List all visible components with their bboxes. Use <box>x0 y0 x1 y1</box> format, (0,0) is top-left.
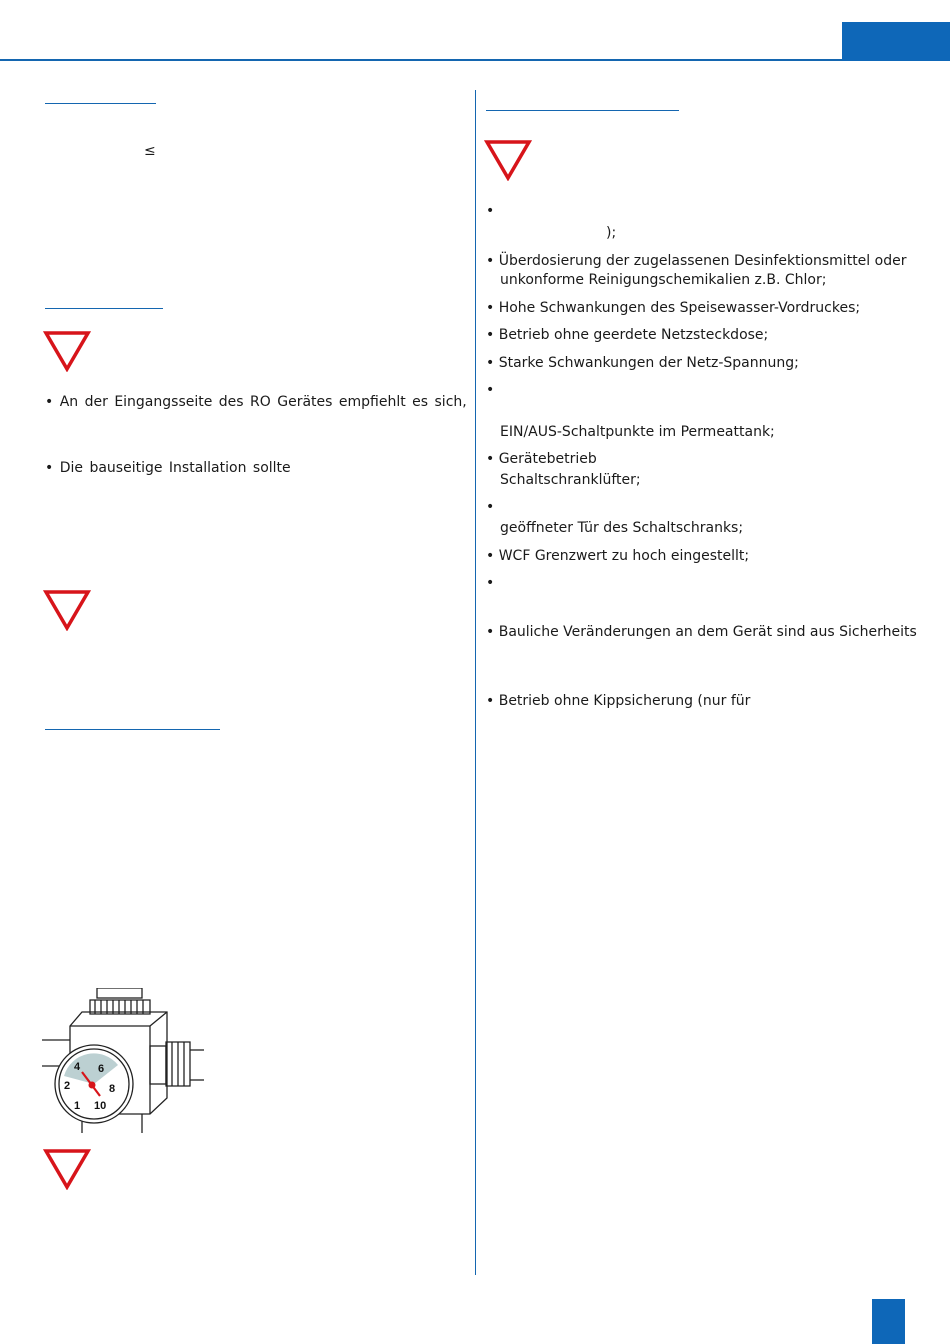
bullet-continuation: Schaltschranklüfter; <box>500 472 641 488</box>
bullet-item: • Bauliche Veränderungen an dem Gerät sind aus Sicherheits <box>486 624 917 640</box>
bullet-item: • WCF Grenzwert zu hoch eingestellt; <box>486 548 750 564</box>
header-rule <box>0 59 842 61</box>
gauge-tick-label: 6 <box>98 1063 105 1075</box>
bullet-item: • Gerätebetrieb <box>486 451 597 467</box>
leq-symbol: ≤ <box>144 143 156 159</box>
bullet-item: • Hohe Schwankungen des Speisewasser-Vordruckes; <box>486 300 861 316</box>
warning-triangle-icon <box>43 330 91 372</box>
bullet-continuation: geöffneter Tür des Schaltschranks; <box>500 520 744 536</box>
pressure-gauge-drawing <box>42 988 212 1133</box>
gauge-tick-label: 2 <box>64 1080 71 1092</box>
bullet-item: • An der Eingangsseite des RO Gerätes empfiehlt es sich, <box>45 394 467 410</box>
bullet-item: • Überdosierung der zugelassenen Desinfektionsmittel oder <box>486 253 907 269</box>
bullet-item: • <box>486 203 495 219</box>
bullet-item: • Betrieb ohne Kippsicherung (nur für <box>486 693 751 709</box>
gauge-tick-label: 10 <box>94 1100 107 1112</box>
section-underline <box>486 110 679 111</box>
bullet-item: • Starke Schwankungen der Netz-Spannung; <box>486 355 799 371</box>
gauge-tick-label: 8 <box>109 1083 116 1095</box>
section-underline <box>45 308 163 309</box>
warning-triangle-icon <box>43 589 91 631</box>
bullet-item: • <box>486 499 495 515</box>
header-color-block <box>842 22 950 61</box>
bullet-continuation: EIN/AUS-Schaltpunkte im Permeattank; <box>500 424 775 440</box>
column-divider <box>475 90 476 1275</box>
bullet-item: • Die bauseitige Installation sollte <box>45 460 291 476</box>
warning-triangle-icon <box>43 1148 91 1190</box>
page-number-tab <box>872 1299 905 1344</box>
bullet-item: • <box>486 575 495 591</box>
section-underline <box>45 103 156 104</box>
gauge-tick-label: 1 <box>74 1100 81 1112</box>
pressure-gauge-illustration <box>42 988 212 1133</box>
bullet-item: • <box>486 382 495 398</box>
bullet-item: • Betrieb ohne geerdete Netzsteckdose; <box>486 327 769 343</box>
gauge-tick-label: 4 <box>74 1061 81 1073</box>
bullet-continuation: unkonforme Reinigungschemikalien z.B. Chlor; <box>500 272 827 288</box>
warning-triangle-icon <box>484 139 532 181</box>
bullet-continuation: ); <box>606 225 617 241</box>
section-underline <box>45 729 220 730</box>
